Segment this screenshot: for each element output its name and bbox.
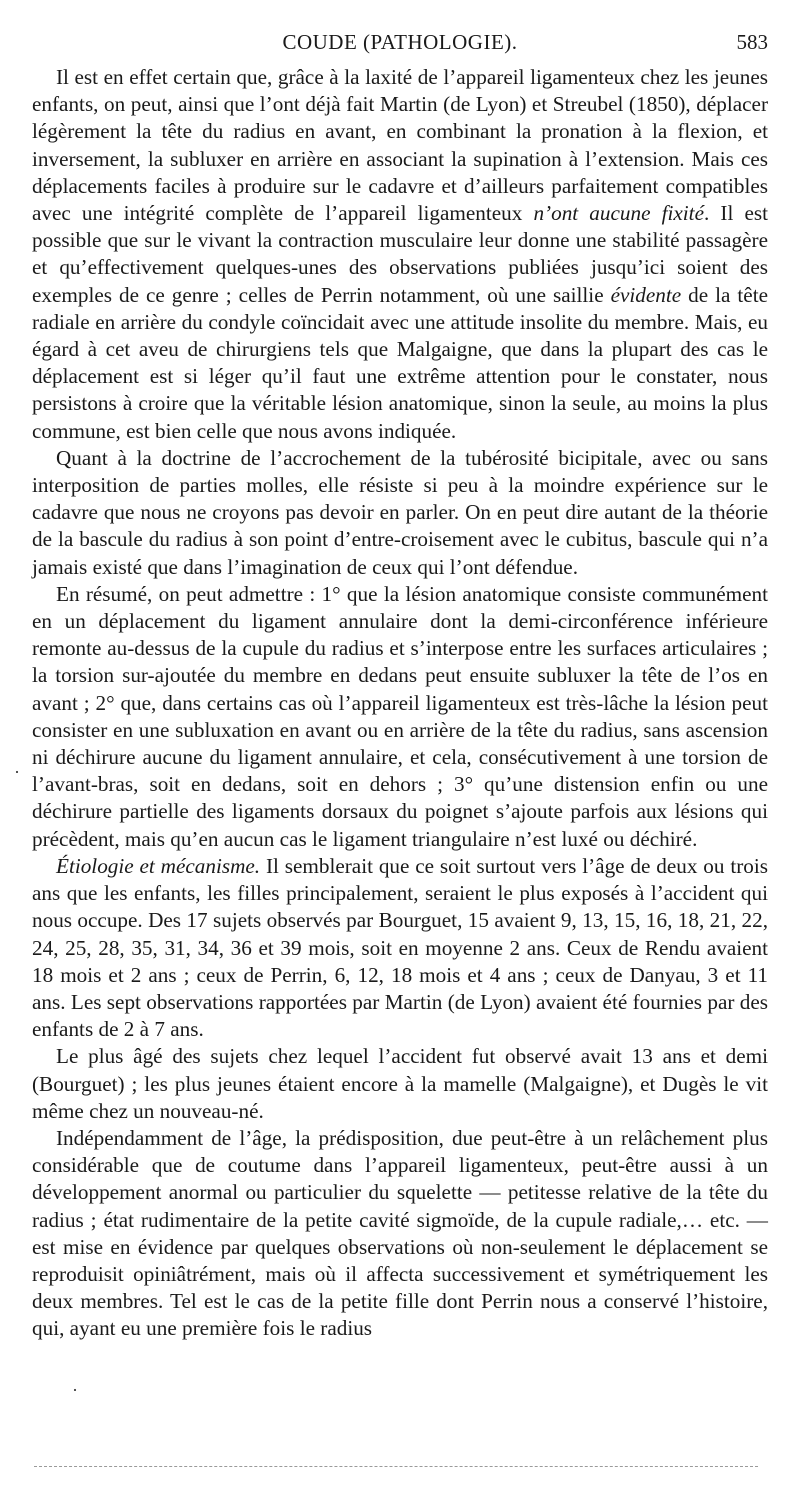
italic-run: n’ont aucune fixité [533, 201, 704, 226]
page-number: 583 [736, 30, 768, 54]
text-run: . Il est possible que sur le vivant la contraction musculaire leur donne une stabilité passagère et qu’effectivement quelques-unes des observations publiées jusqu’ici soient des exemples de ce genre ; celles de Perrin notamment, où une saillie [32, 201, 769, 307]
text-run: Indépendamment de l’âge, la prédisposition, due peut-être à un relâchement plus considérable que de coutume dans l’appareil ligamenteux, peut-être aussi à un développement anormal ou particulier du squelette — petitesse relative de la tête du radius ; état rudimentaire de la petite cavité sigmoïde, de la cupule radiale,… etc. — est mise en évidence par quelques observations où non-seulement le déplacement se reproduisit opiniâtrément, mais où il affecta successivement et symétriquement les deux membres. Tel est le cas de la petite fille dont Perrin nous a conservé l’histoire, qui, ayant eu une première fois le radius [32, 1125, 768, 1341]
page-header [32, 30, 768, 60]
paragraph-bicipital-doctrine [32, 445, 768, 581]
margin-mark: · [14, 762, 20, 782]
text-run: Il est en effet certain que, grâce à la laxité de l’appareil ligamenteux chez les jeunes enfants, on peut, ainsi que l’ont déjà fait Martin (de Lyon) et Streubel (1850), déplacer légèrement la tête du radius en avant, en combinant la pronation à la flexion, et inversement, la subluxer en arrière en associant la supination à l’extension. Mais ces déplacements faciles à produire sur le cadavre et d’ailleurs parfaitement compatibles avec une intégrité complète de l’appareil ligamenteux [32, 65, 768, 226]
text-run: Quant à la doctrine de l’accrochement de la tubérosité bicipitale, avec ou sans interposition de parties molles, elle résiste si peu à la moindre expérience sur le cadavre que nous ne croyons pas devoir en parler. On en peut dire autant de la théorie de la bascule du radius à son point d’entre-croisement avec le cubitus, bascule qui n’a jamais existé que dans l’imagination de ceux qui l’ont défendue. [32, 445, 768, 579]
footer-rule [34, 1466, 758, 1467]
paragraph-predisposition [32, 1125, 768, 1343]
text-run: de la tête radiale en arrière du condyle coïncidait avec une attitude insolite du membre. Mais, eu égard à cet aveu de chirurgiens tels que Malgaigne, que dans la plupart des cas le déplacement est si léger qu’il faut une extrême attention pour le constater, nous persistons à croire que la véritable lésion anatomique, sinon la seule, au moins la plus commune, est bien celle que nous avons indiquée. [32, 282, 768, 443]
paragraph-anatomical-lesion [32, 64, 768, 445]
italic-run: évidente [610, 282, 682, 307]
paragraph-summary [32, 581, 768, 853]
text-run: En résumé, on peut admettre : 1° que la lésion anatomique consiste communément en un déplacement du ligament annulaire dont la demi-circonférence inférieure remonte au-dessus de la cupule du radius et s’interpose entre les surfaces articulaires ; la torsion sur-ajoutée du membre en dedans peut ensuite subluxer la tête de l’os en avant ; 2° que, dans certains cas où l’appareil ligamenteux est très-lâche la lésion peut consister en une subluxation en avant ou en arrière de la tête du radius, sans ascension ni déchirure aucune du ligament annulaire, et cela, consécutivement à une torsion de l’avant-bras, soit en dedans, soit en dehors ; 3° qu’une distension enfin ou une déchirure partielle des ligaments dorsaux du poignet s’ajoute parfois aux lésions qui précèdent, mais qu’en aucun cas le ligament triangulaire n’est luxé ou déchiré. [32, 581, 768, 851]
body-text [32, 64, 768, 1343]
text-run: Il semblerait que ce soit surtout vers l’âge de deux ou trois ans que les enfants, les filles principalement, seraient le plus exposés à l’accident qui nous occupe. Des 17 sujets observés par Bourguet, 15 avaient 9, 13, 15, 16, 18, 21, 22, 24, 25, 28, 35, 31, 34, 36 et 39 mois, soit en moyenne 2 ans. Ceux de Rendu avaient 18 mois et 2 ans ; ceux de Perrin, 6, 12, 18 mois et 4 ans ; ceux de Danyau, 3 et 11 ans. Les sept observations rapportées par Martin (de Lyon) avaient été fournies par des enfants de 2 à 7 ans. [32, 853, 768, 1042]
section-heading-italic: Étiologie et mécanisme. [56, 853, 261, 878]
running-title: COUDE (PATHOLOGIE). [282, 30, 518, 54]
paragraph-oldest-subjects [32, 1043, 768, 1125]
margin-mark: · [72, 1380, 78, 1400]
text-run: Le plus âgé des sujets chez lequel l’accident fut observé avait 13 ans et demi (Bourguet) ; les plus jeunes étaient encore à la mamelle (Malgaigne), et Dugès le vit même chez un nouveau-né. [32, 1044, 768, 1123]
paragraph-etiology [32, 853, 768, 1043]
